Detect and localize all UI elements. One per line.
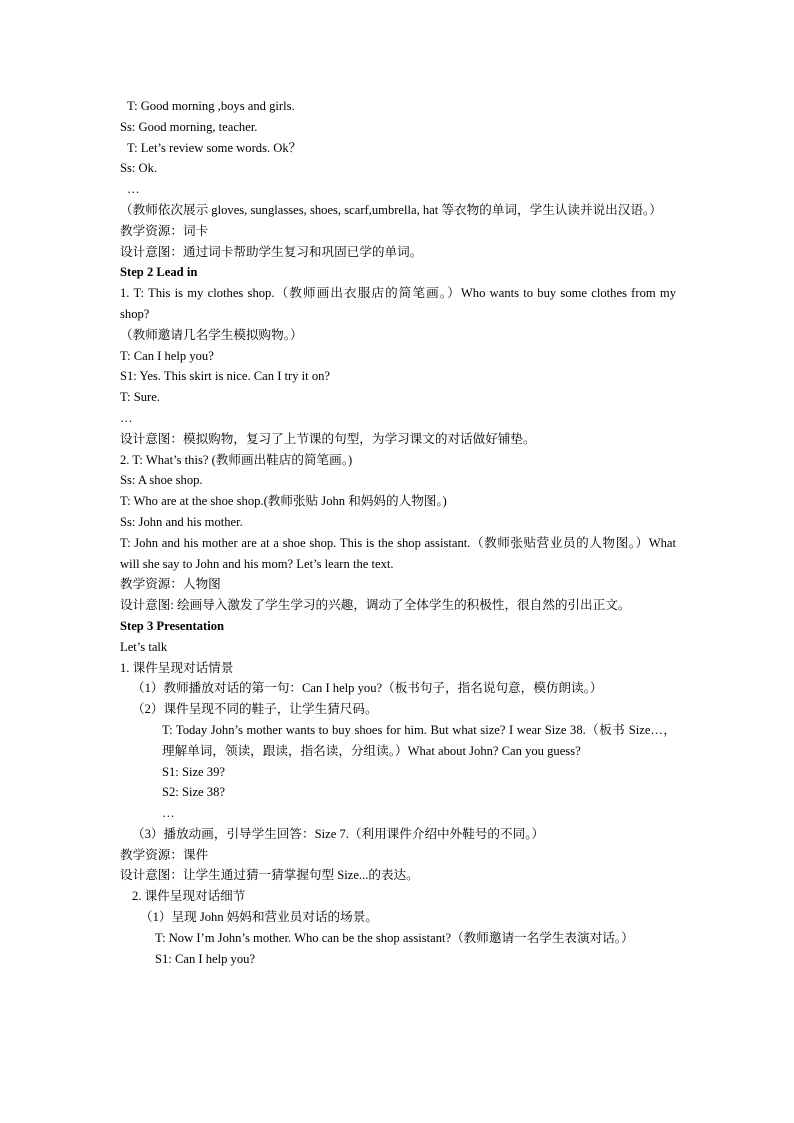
list-item: 2. 课件呈现对话细节 xyxy=(132,889,246,904)
dialogue-line: Ss: A shoe shop. xyxy=(120,473,203,488)
dialogue-line: 2. T: What’s this? (教师画出鞋店的简笔画。) xyxy=(120,452,353,467)
list-item: （2）课件呈现不同的鞋子，让学生猜尺码。 xyxy=(132,702,378,717)
design-intent-line: 设计意图: 绘画导入激发了学生学习的兴趣，调动了全体学生的积极性，很自然的引出正文。 xyxy=(120,598,631,613)
dialogue-line: S1: Size 39? xyxy=(162,764,225,779)
dialogue-line: T: Today John’s mother wants to buy shoes for him. But what size? I wear Size 38.（板书 Size…，理解单词，领读，跟读，指名读，分组读。）What about John? Can you guess? xyxy=(162,722,676,758)
design-intent-line: 设计意图：模拟购物，复习了上节课的句型，为学习课文的对话做好铺垫。 xyxy=(120,431,536,446)
dialogue-line: T: Sure. xyxy=(120,390,160,405)
resource-line: 教学资源：课件 xyxy=(120,847,209,862)
dialogue-line: Ss: John and his mother. xyxy=(120,514,243,529)
ellipsis-line: … xyxy=(127,182,140,197)
dialogue-line: Ss: Good morning, teacher. xyxy=(120,119,258,134)
list-item: （1）教师播放对话的第一句：Can I help you?（板书句子，指名说句意，模仿朗读。） xyxy=(132,681,603,696)
dialogue-line: T: Can I help you? xyxy=(120,348,214,363)
document-page xyxy=(120,96,676,969)
design-intent-line: 设计意图：让学生通过猜一猜掌握句型 Size...的表达。 xyxy=(120,868,419,883)
dialogue-line: 1. T: This is my clothes shop.（教师画出衣服店的简笔画。）Who wants to buy some clothes from my shop? xyxy=(120,286,676,321)
section-heading: Step 3 Presentation xyxy=(120,618,225,633)
dialogue-line: T: Who are at the shoe shop.(教师张贴 John 和妈妈的人物图。) xyxy=(120,494,447,509)
dialogue-line: S1: Yes. This skirt is nice. Can I try it on? xyxy=(120,369,331,384)
dialogue-line: T: John and his mother are at a shoe shop. This is the shop assistant.（教师张贴营业员的人物图。）What will she say to John and his mom? Let’s learn the text. xyxy=(120,535,676,571)
dialogue-line: S2: Size 38? xyxy=(162,785,225,800)
dialogue-line: T: Let’s review some words. Ok？ xyxy=(127,140,302,155)
teacher-note: （教师依次展示 gloves, sunglasses, shoes, scarf,umbrella, hat 等衣物的单词，学生认读并说出汉语。） xyxy=(120,202,662,217)
section-heading: Step 2 Lead in xyxy=(120,265,198,280)
resource-line: 教学资源：人物图 xyxy=(120,577,221,592)
teacher-note: （教师邀请几名学生模拟购物。） xyxy=(120,327,303,342)
ellipsis-line: … xyxy=(162,806,175,821)
list-item: （1）呈现 John 妈妈和营业员对话的场景。 xyxy=(140,910,378,925)
dialogue-line: T: Now I’m John’s mother. Who can be the shop assistant?（教师邀请一名学生表演对话。） xyxy=(155,930,634,945)
ellipsis-line: … xyxy=(120,410,133,425)
list-item: （3）播放动画，引导学生回答：Size 7.（利用课件介绍中外鞋号的不同。） xyxy=(132,826,545,841)
dialogue-line: T: Good morning ,boys and girls. xyxy=(127,99,295,113)
design-intent-line: 设计意图：通过词卡帮助学生复习和巩固已学的单词。 xyxy=(120,244,423,259)
dialogue-line: Ss: Ok. xyxy=(120,161,158,176)
dialogue-line: S1: Can I help you? xyxy=(155,951,256,966)
resource-line: 教学资源：词卡 xyxy=(120,223,209,238)
subheading: Let’s talk xyxy=(120,639,168,654)
list-item: 1. 课件呈现对话情景 xyxy=(120,660,234,675)
